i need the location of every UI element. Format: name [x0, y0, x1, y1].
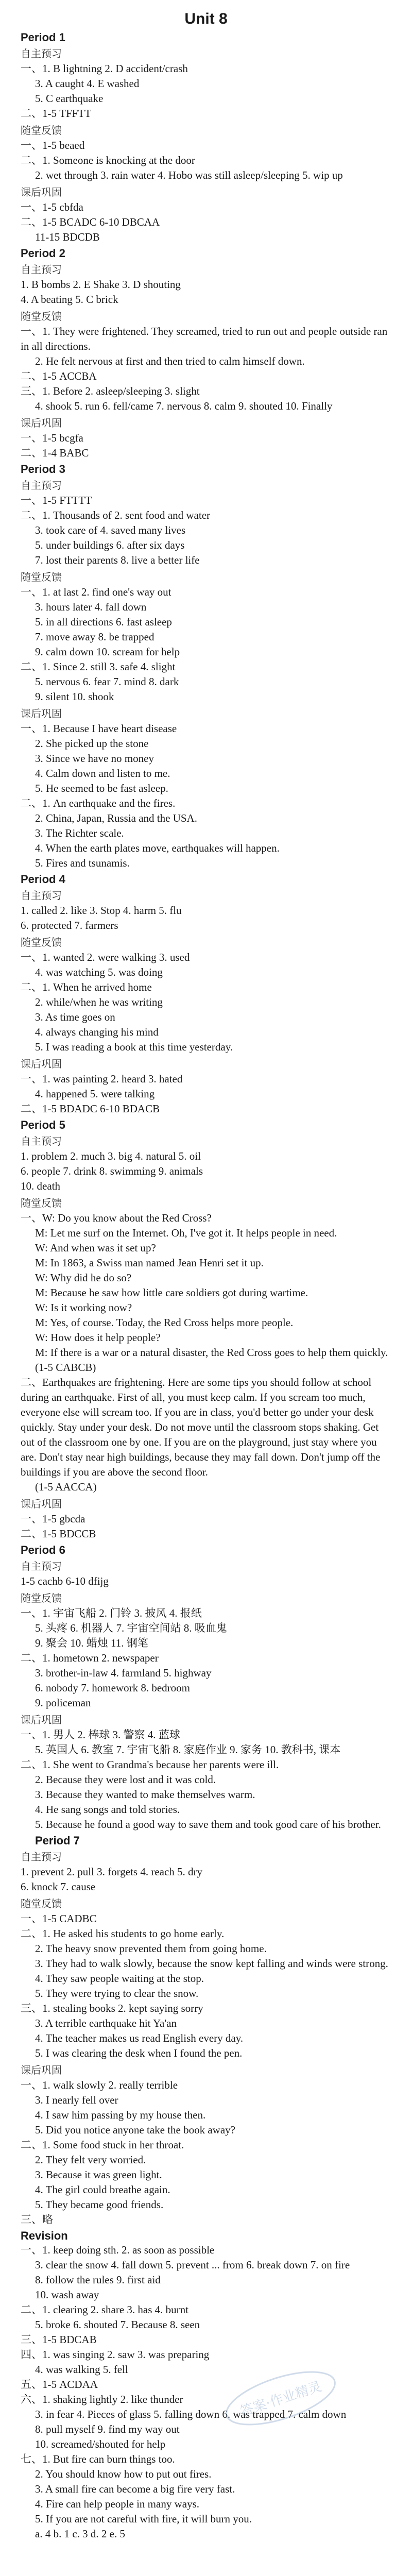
answer-line: 6. knock 7. cause [21, 1880, 96, 1893]
answer-line: 3. Since we have no money [35, 752, 154, 765]
answer-line: 8. pull myself 9. find my way out [35, 2423, 180, 2435]
answer-line: 一、1. walk slowly 2. really terrible [21, 2079, 178, 2091]
answer-line: 一、1. wanted 2. were walking 3. used [21, 951, 190, 963]
answer-line: 6. people 7. drink 8. swimming 9. animals [21, 1165, 203, 1177]
answer-line: 三、略 [21, 2213, 53, 2226]
answer-line: 2. She picked up the stone [35, 737, 149, 750]
answer-line: 9. silent 10. shook [35, 690, 114, 703]
answer-line: 2. They felt very worried. [35, 2154, 146, 2166]
answer-line: 一、1-5 bcgfa [21, 432, 83, 444]
answer-line: 二、Earthquakes are frightening. Here are some tips you should follow at school during an earthquake. First of all, you must keep calm. If you scream too much, everyone else will scream too. If you are in class, you'd better go under your desk quickly. Stay under your desk. Do not move until the classroom stops shaking. Get out of the classroom one by one. If you are on the playground, just stay where you are. Don't stay near high buildings, because they may fall down. Don't jump off the buildings if you are above the second floor. [21, 1376, 381, 1478]
answer-line: 二、1. Someone is knocking at the door [21, 154, 195, 166]
answer-line: 二、1-5 BDCCB [21, 1528, 96, 1540]
answer-line: 4. The girl could breathe again. [35, 2183, 170, 2196]
answer-line: 10. wash away [35, 2289, 99, 2301]
answer-line: 5. 头疼 6. 机器人 7. 宇宙空间站 8. 吸血鬼 [35, 1622, 227, 1634]
answer-line: 3. hours later 4. fall down [35, 601, 147, 613]
section-label: 课后巩固 [21, 418, 62, 429]
answer-line: 5. Did you notice anyone take the book away? [35, 2124, 235, 2136]
answer-line: 3. clear the snow 4. fall down 5. prevent ... from 6. break down 7. on fire [35, 2259, 350, 2271]
answer-line: 7. move away 8. be trapped [35, 631, 154, 643]
answer-line: 9. 聚会 10. 蜡烛 11. 钢笔 [35, 1637, 148, 1649]
answer-line: 3. A caught 4. E washed [35, 77, 140, 90]
stamp-text: 答案·作业精灵 [238, 2379, 324, 2420]
answer-line: 一、1. 宇宙飞船 2. 门铃 3. 披风 4. 报纸 [21, 1607, 202, 1619]
section-label: 随堂反馈 [21, 937, 62, 948]
section-label: 课后巩固 [21, 1499, 62, 1510]
section-label: 自主预习 [21, 480, 62, 492]
answer-line: 一、1. 男人 2. 棒球 3. 警察 4. 蓝球 [21, 1728, 180, 1741]
answer-line: 一、W: Do you know about the Red Cross? [21, 1212, 212, 1224]
answer-line: M: Yes, of course. Today, the Red Cross helps more people. [35, 1316, 294, 1329]
answer-line: 3. As time goes on [35, 1011, 115, 1023]
answer-line: 4. The teacher makes us read English every day. [35, 2032, 244, 2044]
answer-line: a. 4 b. 1 c. 3 d. 2 e. 5 [35, 2528, 125, 2540]
answer-line: 一、1. Because I have heart disease [21, 722, 177, 735]
section-label: 随堂反馈 [21, 572, 62, 583]
answer-line: 1. problem 2. much 3. big 4. natural 5. oil [21, 1150, 201, 1162]
answer-line: 4. They saw people waiting at the stop. [35, 1972, 204, 1985]
answer-line: M: If there is a war or a natural disaster, the Red Cross goes to help them quickly. [35, 1346, 388, 1359]
answer-line: 3. brother-in-law 4. farmland 5. highway [35, 1667, 212, 1679]
answer-line: 5. under buildings 6. after six days [35, 539, 185, 551]
answer-line: 5. They became good friends. [35, 2198, 164, 2211]
answer-line: 三、1. Before 2. asleep/sleeping 3. slight [21, 385, 200, 397]
answer-line: 4. shook 5. run 6. fell/came 7. nervous 8. calm 9. shouted 10. Finally [35, 400, 333, 412]
answer-line: W: Is it working now? [35, 1301, 132, 1314]
section-label: 自主预习 [21, 890, 62, 902]
answer-line: (1-5 AACCA) [35, 1481, 97, 1493]
section-label: 课后巩固 [21, 1059, 62, 1070]
answer-line: 6. nobody 7. homework 8. bedroom [35, 1682, 190, 1694]
answer-line: W: How does it help people? [35, 1331, 161, 1344]
answer-line: 5. He seemed to be fast asleep. [35, 782, 168, 794]
section-label: 课后巩固 [21, 2065, 62, 2076]
answer-line: 3. A terrible earthquake hit Ya'an [35, 2017, 177, 2029]
answer-line: 二、1-4 BABC [21, 447, 89, 459]
answer-line: 一、1-5 FTTTT [21, 494, 92, 506]
answer-line: 三、1. stealing books 2. kept saying sorry [21, 2002, 203, 2014]
answer-line: 10. screamed/shouted for help [35, 2438, 166, 2450]
section-label: 随堂反馈 [21, 125, 62, 137]
period-heading: Period 6 [21, 1544, 65, 1556]
answer-line: 2. The heavy snow prevented them from going home. [35, 1942, 267, 1955]
period-heading: Period 2 [21, 247, 65, 260]
answer-line: 四、1. was singing 2. saw 3. was preparing [21, 2348, 210, 2361]
answer-line: 11-15 BDCDB [35, 231, 100, 243]
answer-line: 2. You should know how to put out fires. [35, 2468, 212, 2480]
answer-line: 1. prevent 2. pull 3. forgets 4. reach 5. dry [21, 1866, 203, 1878]
answer-line: 七、1. But fire can burn things too. [21, 2453, 175, 2465]
section-label: 随堂反馈 [21, 311, 62, 323]
period-heading: Period 4 [21, 873, 65, 886]
answer-line: 二、1. Thousands of 2. sent food and water [21, 509, 211, 521]
answer-line: 4. was walking 5. fell [35, 2363, 128, 2376]
answer-line: 2. wet through 3. rain water 4. Hobo was still asleep/sleeping 5. wip up [35, 169, 343, 181]
answer-line: 4. Fire can help people in many ways. [35, 2498, 199, 2510]
answer-content [21, 31, 391, 2541]
answer-line: 二、1. hometown 2. newspaper [21, 1652, 159, 1664]
answer-line: 4. He sang songs and told stories. [35, 1803, 180, 1816]
period-heading: Period 7 [35, 1834, 80, 1847]
answer-line: 二、1-5 BCADC 6-10 DBCAA [21, 216, 160, 228]
answer-line: 1. B bombs 2. E Shake 3. D shouting [21, 278, 181, 291]
answer-line: 1. called 2. like 3. Stop 4. harm 5. flu [21, 904, 182, 917]
section-label: 自主预习 [21, 1561, 62, 1572]
answer-line: 二、1-5 ACCBA [21, 370, 97, 382]
answer-line: 3. Because it was green light. [35, 2168, 162, 2181]
answer-line: 二、1. He asked his students to go home early. [21, 1927, 225, 1940]
section-label: 课后巩固 [21, 1715, 62, 1726]
answer-line: 一、1. at last 2. find one's way out [21, 586, 171, 598]
answer-line: 五、1-5 ACDAA [21, 2378, 98, 2391]
answer-line: 6. protected 7. farmers [21, 919, 118, 931]
answer-line: 4. Calm down and listen to me. [35, 767, 170, 779]
answer-line: 5. Because he found a good way to save them and took good care of his brother. [35, 1818, 381, 1831]
answer-line: 六、1. shaking lightly 2. like thunder [21, 2393, 183, 2405]
period-heading: Period 3 [21, 463, 65, 476]
section-label: 随堂反馈 [21, 1198, 62, 1209]
answer-line: 三、1-5 BDCAB [21, 2333, 97, 2346]
answer-line: 二、1. An earthquake and the fires. [21, 797, 176, 809]
answer-line: 二、1-5 BDADC 6-10 BDACB [21, 1103, 160, 1115]
answer-line: M: Let me surf on the Internet. Oh, I've got it. It helps people in need. [35, 1227, 337, 1239]
answer-line: 2. Because they were lost and it was cold. [35, 1773, 216, 1786]
answer-line: 5. 英国人 6. 教室 7. 宇宙飞船 8. 家庭作业 9. 家务 10. 教科书, 课本 [35, 1743, 341, 1756]
answer-line: 1-5 cachb 6-10 dfijg [21, 1575, 109, 1587]
answer-line: 5. I was clearing the desk when I found the pen. [35, 2047, 243, 2059]
period-heading: Period 1 [21, 31, 65, 44]
answer-line: 8. follow the rules 9. first aid [35, 2274, 161, 2286]
answer-line: W: Why did he do so? [35, 1272, 132, 1284]
answer-line: 2. while/when he was writing [35, 996, 163, 1008]
answer-line: 一、1. was painting 2. heard 3. hated [21, 1073, 183, 1085]
answer-line: M: In 1863, a Swiss man named Jean Henri set it up. [35, 1257, 264, 1269]
answer-line: 3. Because they wanted to make themselves warm. [35, 1788, 255, 1801]
answer-line: 5. C earthquake [35, 92, 104, 105]
answer-line: 3. I nearly fell over [35, 2094, 118, 2106]
answer-line: 5. Fires and tsunamis. [35, 857, 130, 869]
answer-line: 4. happened 5. were talking [35, 1088, 155, 1100]
answer-line: 二、1. clearing 2. share 3. has 4. burnt [21, 2303, 189, 2316]
answer-line: 3. They had to walk slowly, because the snow kept falling and winds were strong. [35, 1957, 388, 1970]
answer-line: 一、1-5 gbcda [21, 1513, 85, 1525]
answer-line: 3. in fear 4. Pieces of glass 5. falling down 6. was trapped 7. calm down [35, 2408, 347, 2420]
answer-line: 3. The Richter scale. [35, 827, 124, 839]
answer-line: 二、1. Since 2. still 3. safe 4. slight [21, 660, 176, 673]
answer-line: 4. always changing his mind [35, 1026, 159, 1038]
section-label: 随堂反馈 [21, 1593, 62, 1604]
section-label: 课后巩固 [21, 187, 62, 198]
section-label: 自主预习 [21, 1852, 62, 1863]
answer-line: 3. took care of 4. saved many lives [35, 524, 186, 536]
answer-line: 3. A small fire can become a big fire very fast. [35, 2483, 235, 2495]
section-label: 自主预习 [21, 48, 62, 60]
answer-line: W: And when was it set up? [35, 1242, 156, 1254]
answer-line: 2. China, Japan, Russia and the USA. [35, 812, 197, 824]
section-label: 随堂反馈 [21, 1899, 62, 1910]
answer-line: 二、1. Some food stuck in her throat. [21, 2139, 184, 2151]
answer-line: 5. broke 6. shouted 7. Because 8. seen [35, 2318, 200, 2331]
answer-line: 7. lost their parents 8. live a better life [35, 554, 200, 566]
answer-line: 5. nervous 6. fear 7. mind 8. dark [35, 675, 179, 688]
answer-line: 9. policeman [35, 1697, 91, 1709]
section-label: 自主预习 [21, 264, 62, 276]
answer-line: 二、1. She went to Grandma's because her parents were ill. [21, 1758, 279, 1771]
period-heading: Revision [21, 2229, 68, 2242]
answer-line: 5. in all directions 6. fast asleep [35, 616, 172, 628]
answer-line: 4. When the earth plates move, earthquakes will happen. [35, 842, 280, 854]
answer-line: 二、1-5 TFFTT [21, 107, 92, 120]
answer-line: 一、1. keep doing sth. 2. as soon as possible [21, 2244, 215, 2256]
period-heading: Period 5 [21, 1118, 65, 1131]
answer-line: 4. I saw him passing by my house then. [35, 2109, 206, 2121]
answer-line: 4. A beating 5. C brick [21, 293, 118, 306]
answer-line: M: Because he saw how little care soldiers got during wartime. [35, 1286, 308, 1299]
answer-line: 2. He felt nervous at first and then tried to calm himself down. [35, 355, 305, 367]
answer-line: 一、1-5 cbfda [21, 201, 83, 213]
answer-line: 10. death [21, 1180, 60, 1192]
answer-line: 5. They were trying to clear the snow. [35, 1987, 199, 1999]
answer-line: 一、1-5 beaed [21, 139, 85, 151]
answer-line: 一、1. B lightning 2. D accident/crash [21, 62, 188, 75]
section-label: 自主预习 [21, 1136, 62, 1147]
answer-line: 二、1. When he arrived home [21, 981, 152, 993]
answer-line: 一、1-5 CADBC [21, 1912, 97, 1925]
answer-line: (1-5 CABCB) [35, 1361, 96, 1374]
answer-line: 一、1. They were frightened. They screamed, tried to run out and people outside ran in all directions. [21, 325, 388, 352]
answer-line: 9. calm down 10. scream for help [35, 646, 180, 658]
section-label: 课后巩固 [21, 708, 62, 720]
answer-line: 4. was watching 5. was doing [35, 966, 163, 978]
unit-title: Unit 8 [184, 10, 228, 27]
answer-line: 5. I was reading a book at this time yesterday. [35, 1041, 233, 1053]
answer-line: 5. If you are not careful with fire, it will burn you. [35, 2513, 252, 2525]
